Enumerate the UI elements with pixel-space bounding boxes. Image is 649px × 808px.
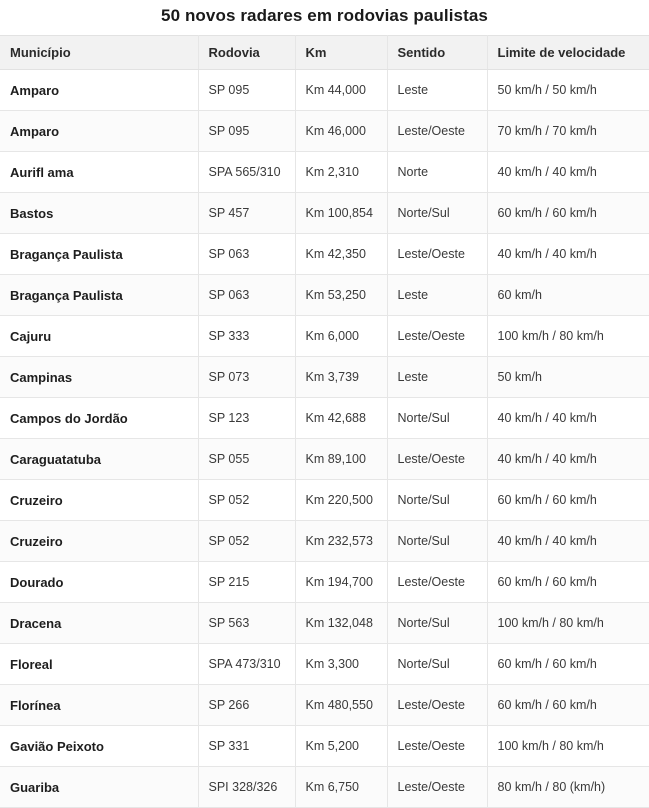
cell-municipio: Bragança Paulista xyxy=(0,275,198,316)
table-row xyxy=(0,767,649,808)
cell-rodovia: SP 073 xyxy=(198,357,295,398)
cell-sentido: Norte/Sul xyxy=(387,480,487,521)
table-row xyxy=(0,644,649,685)
cell-municipio: Bastos xyxy=(0,193,198,234)
cell-sentido: Norte/Sul xyxy=(387,193,487,234)
cell-km: Km 5,200 xyxy=(295,726,387,767)
cell-km: Km 194,700 xyxy=(295,562,387,603)
table-row xyxy=(0,357,649,398)
table-row xyxy=(0,111,649,152)
cell-sentido: Norte/Sul xyxy=(387,521,487,562)
column-header-municipio: Município xyxy=(0,36,198,70)
table-row xyxy=(0,152,649,193)
cell-limite: 100 km/h / 80 km/h xyxy=(487,316,649,357)
cell-sentido: Leste/Oeste xyxy=(387,439,487,480)
cell-km: Km 6,000 xyxy=(295,316,387,357)
cell-limite: 100 km/h / 80 km/h xyxy=(487,726,649,767)
table-row xyxy=(0,316,649,357)
table-row xyxy=(0,234,649,275)
table-row xyxy=(0,603,649,644)
cell-municipio: Amparo xyxy=(0,111,198,152)
cell-km: Km 89,100 xyxy=(295,439,387,480)
cell-km: Km 232,573 xyxy=(295,521,387,562)
cell-sentido: Leste xyxy=(387,357,487,398)
cell-km: Km 53,250 xyxy=(295,275,387,316)
cell-rodovia: SP 063 xyxy=(198,234,295,275)
cell-municipio: Gavião Peixoto xyxy=(0,726,198,767)
cell-rodovia: SPA 565/310 xyxy=(198,152,295,193)
cell-rodovia: SP 563 xyxy=(198,603,295,644)
cell-sentido: Norte/Sul xyxy=(387,398,487,439)
cell-sentido: Leste/Oeste xyxy=(387,685,487,726)
cell-municipio: Campos do Jordão xyxy=(0,398,198,439)
cell-municipio: Guariba xyxy=(0,767,198,808)
cell-sentido: Leste/Oeste xyxy=(387,234,487,275)
cell-limite: 80 km/h / 80 (km/h) xyxy=(487,767,649,808)
cell-municipio: Campinas xyxy=(0,357,198,398)
table-row xyxy=(0,275,649,316)
cell-municipio: Cruzeiro xyxy=(0,480,198,521)
cell-limite: 40 km/h / 40 km/h xyxy=(487,521,649,562)
cell-municipio: Dracena xyxy=(0,603,198,644)
cell-municipio: Amparo xyxy=(0,70,198,111)
cell-municipio: Cruzeiro xyxy=(0,521,198,562)
cell-limite: 50 km/h xyxy=(487,357,649,398)
column-header-limite-de-velocidade: Limite de velocidade xyxy=(487,36,649,70)
cell-km: Km 3,300 xyxy=(295,644,387,685)
cell-municipio: Bragança Paulista xyxy=(0,234,198,275)
cell-limite: 50 km/h / 50 km/h xyxy=(487,70,649,111)
column-header-km: Km xyxy=(295,36,387,70)
cell-rodovia: SPA 473/310 xyxy=(198,644,295,685)
cell-km: Km 480,550 xyxy=(295,685,387,726)
cell-rodovia: SP 123 xyxy=(198,398,295,439)
cell-limite: 60 km/h / 60 km/h xyxy=(487,480,649,521)
cell-rodovia: SP 095 xyxy=(198,70,295,111)
cell-km: Km 100,854 xyxy=(295,193,387,234)
table-row xyxy=(0,398,649,439)
cell-limite: 40 km/h / 40 km/h xyxy=(487,234,649,275)
table-row xyxy=(0,439,649,480)
cell-municipio: Aurifl ama xyxy=(0,152,198,193)
cell-km: Km 44,000 xyxy=(295,70,387,111)
cell-sentido: Norte/Sul xyxy=(387,603,487,644)
cell-municipio: Dourado xyxy=(0,562,198,603)
table-row xyxy=(0,521,649,562)
cell-sentido: Leste/Oeste xyxy=(387,562,487,603)
cell-km: Km 46,000 xyxy=(295,111,387,152)
cell-km: Km 2,310 xyxy=(295,152,387,193)
cell-limite: 100 km/h / 80 km/h xyxy=(487,603,649,644)
cell-municipio: Floreal xyxy=(0,644,198,685)
cell-municipio: Florínea xyxy=(0,685,198,726)
column-header-sentido: Sentido xyxy=(387,36,487,70)
cell-rodovia: SP 215 xyxy=(198,562,295,603)
cell-km: Km 132,048 xyxy=(295,603,387,644)
cell-sentido: Leste/Oeste xyxy=(387,767,487,808)
page-title: 50 novos radares em rodovias paulistas xyxy=(161,6,488,25)
table-header-row xyxy=(0,36,649,70)
cell-limite: 40 km/h / 40 km/h xyxy=(487,152,649,193)
table-body xyxy=(0,70,649,808)
table-row xyxy=(0,562,649,603)
cell-limite: 60 km/h xyxy=(487,275,649,316)
cell-rodovia: SP 266 xyxy=(198,685,295,726)
cell-rodovia: SP 052 xyxy=(198,480,295,521)
cell-limite: 60 km/h / 60 km/h xyxy=(487,193,649,234)
cell-km: Km 42,350 xyxy=(295,234,387,275)
cell-sentido: Norte xyxy=(387,152,487,193)
cell-sentido: Leste/Oeste xyxy=(387,111,487,152)
cell-km: Km 6,750 xyxy=(295,767,387,808)
cell-rodovia: SPI 328/326 xyxy=(198,767,295,808)
cell-limite: 70 km/h / 70 km/h xyxy=(487,111,649,152)
cell-municipio: Caraguatatuba xyxy=(0,439,198,480)
column-header-rodovia: Rodovia xyxy=(198,36,295,70)
table-row xyxy=(0,193,649,234)
cell-rodovia: SP 063 xyxy=(198,275,295,316)
table-row xyxy=(0,685,649,726)
cell-limite: 60 km/h / 60 km/h xyxy=(487,644,649,685)
cell-sentido: Leste xyxy=(387,70,487,111)
cell-limite: 40 km/h / 40 km/h xyxy=(487,398,649,439)
cell-limite: 60 km/h / 60 km/h xyxy=(487,562,649,603)
cell-municipio: Cajuru xyxy=(0,316,198,357)
cell-km: Km 42,688 xyxy=(295,398,387,439)
cell-km: Km 220,500 xyxy=(295,480,387,521)
cell-sentido: Leste/Oeste xyxy=(387,726,487,767)
cell-sentido: Leste/Oeste xyxy=(387,316,487,357)
cell-sentido: Norte/Sul xyxy=(387,644,487,685)
cell-rodovia: SP 055 xyxy=(198,439,295,480)
radar-table xyxy=(0,35,649,808)
cell-rodovia: SP 052 xyxy=(198,521,295,562)
table-row xyxy=(0,480,649,521)
cell-rodovia: SP 331 xyxy=(198,726,295,767)
table-header xyxy=(0,36,649,70)
table-row xyxy=(0,70,649,111)
cell-limite: 40 km/h / 40 km/h xyxy=(487,439,649,480)
table-row xyxy=(0,726,649,767)
cell-rodovia: SP 333 xyxy=(198,316,295,357)
cell-km: Km 3,739 xyxy=(295,357,387,398)
cell-limite: 60 km/h / 60 km/h xyxy=(487,685,649,726)
cell-rodovia: SP 457 xyxy=(198,193,295,234)
cell-rodovia: SP 095 xyxy=(198,111,295,152)
cell-sentido: Leste xyxy=(387,275,487,316)
